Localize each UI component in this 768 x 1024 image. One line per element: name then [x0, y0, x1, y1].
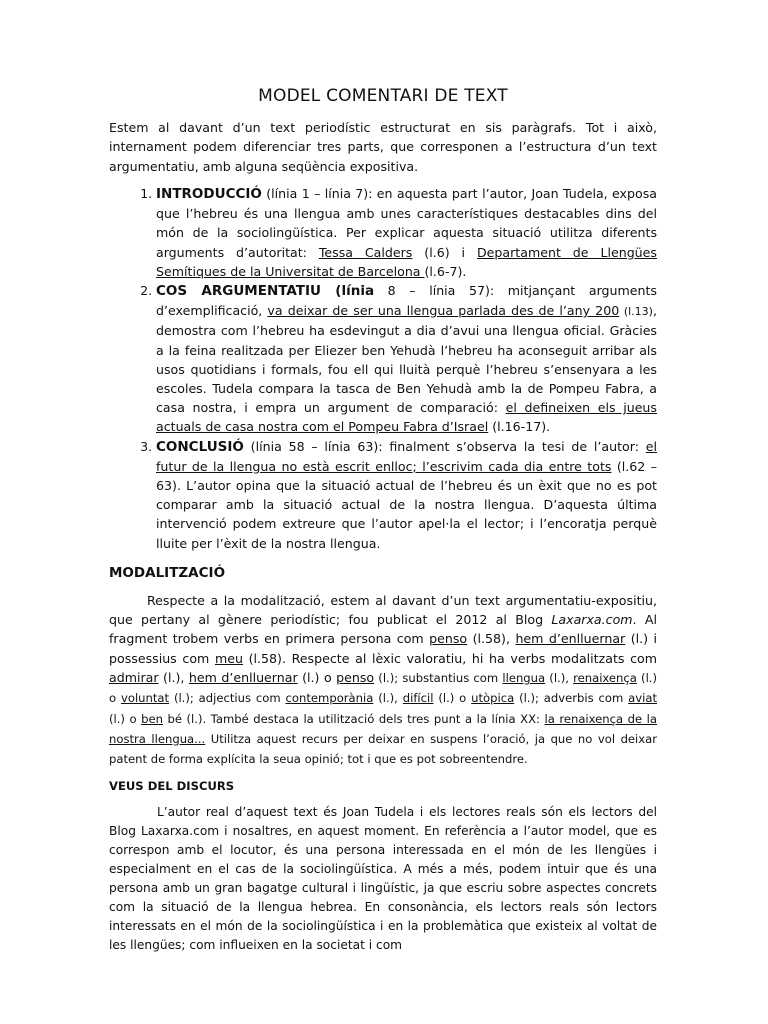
underlined-quote: el defineixen els jueus actuals de casa nostra com el Pompeu Fabra d’Israel — [156, 400, 657, 435]
document-body — [109, 86, 657, 955]
underlined-quote: va deixar de ser una llengua parlada des de l’any 200 — [267, 303, 620, 319]
section-heading-modalitzacio: MODALITZACIÓ — [109, 564, 226, 581]
item-heading: CONCLUSIÓ — [156, 438, 244, 455]
modalitzacio-paragraph: Respecte a la modalització, estem al davant d’un text argumentatiu-expositiu, que pertany al gènere periodístic; fou publicat el 2012 al Blog Laxarxa.com. Al fragment trobem verbs en primera persona com penso (l.58), hem d’enlluernar (l.) i possessius com meu (l.58). Respecte al lèxic valoratiu, hi ha verbs modalitzats com admirar (l.), hem d’enlluernar (l.) o penso (l.); substantius com llengua (l.), renaixença (l.) o voluntat (l.); adjectius com contemporània (l.), difícil (l.) o utòpica (l.); adverbis com aviat (l.) o ben bé (l.). També destaca la utilització dels tres punt a la línia XX: la renaixença de la nostra llengua... Utilitza aquest recurs per deixar en suspens l’oració, ja que no vol deixar patent de forma explícita la seua opinió; tot i que es pot sobreentendre. — [109, 592, 658, 767]
underlined-reference: Tessa Calders — [318, 244, 413, 260]
list-item-conclusio: 3. CONCLUSIÓ (línia 58 – línia 63): finalment s’observa la tesi de l’autor: el futur de la llengua no està escrit enlloc; l’escrivim cada dia entre tots (l.62 – 63). L’autor opina que la situació actual de l’hebreu és un èxit que no es pot comparar amb la situació actual de la nostra llengua. D’aquesta última intervenció podem extreure que l’autor apel·la el lector; i l’encoratja perquè lluite per l’èxit de la nostra llengua. — [156, 437, 657, 553]
section-heading-veus: VEUS DEL DISCURS — [109, 779, 235, 794]
item-heading: INTRODUCCIÓ — [156, 185, 262, 202]
underlined-quote: el futur de la llengua no està escrit enlloc; l’escrivim cada dia entre tots — [156, 438, 657, 474]
list-item-introduccio: 1. INTRODUCCIÓ (línia 1 – línia 7): en aquesta part l’autor, Joan Tudela, exposa que l’hebreu és una llengua amb unes característiques destacables dins del món de la sociolingüística. Per explicar aquesta situació utilitza diferents arguments d’autoritat: Tessa Calders (l.6) i Departament de Llengües Semítiques de la Universitat de Barcelona (l.6-7). — [156, 184, 657, 281]
structure-list — [109, 184, 657, 553]
intro-paragraph: Estem al davant d’un text periodístic estructurat en sis paràgrafs. Tot i això, internament podem diferenciar tres parts, que corresponen a l’estructura d’un text argumentatiu, amb alguna seqüència expositiva. — [109, 120, 657, 174]
veus-paragraph: L’autor real d’aquest text és Joan Tudela i els lectores reals són els lectors del Blog Laxarxa.com i nosaltres, en aquest moment. En referència a l’autor model, que es correspon amb el locutor, és una persona interessada en el món de les llengües i especialment en el cas de la sociolingüística. A més a més, podem intuir que és una persona amb un gran bagatge cultural i lingüístic, ja que escriu sobre aspectes concrets com la situació de la llengua hebrea. En consonància, els lectors reals són lectors interessats en el món de la sociolingüística i en la problemàtica que existeix al voltat de les llengües; com influeixen en la societat i com — [109, 805, 657, 953]
item-heading: COS ARGUMENTATIU (línia — [156, 282, 375, 299]
page-title: MODEL COMENTARI DE TEXT — [258, 86, 508, 106]
list-item-cos-argumentatiu: 2. COS ARGUMENTATIU (línia 8 – línia 57): mitjançant arguments d’exemplificació, va deixar de ser una llengua parlada des de l’any 200 (l.13), demostra com l’hebreu ha esdevingut a dia d’avui una llengua oficial. Gràcies a la feina realitzada per Eliezer ben Yehudà l’hebreu ha aconseguit arribar als usos quotidians i formals, fou ell qui lluità perquè l’hebreu s’ensenyara a les escoles. Tudela compara la tasca de Ben Yehudà amb la de Pompeu Fabra, a casa nostra, i empra un argument de comparació: el defineixen els jueus actuals de casa nostra com el Pompeu Fabra d’Israel (l.16-17). — [156, 281, 657, 437]
underlined-reference: Departament de Llengües Semítiques de la Universitat de Barcelona — [156, 244, 657, 279]
